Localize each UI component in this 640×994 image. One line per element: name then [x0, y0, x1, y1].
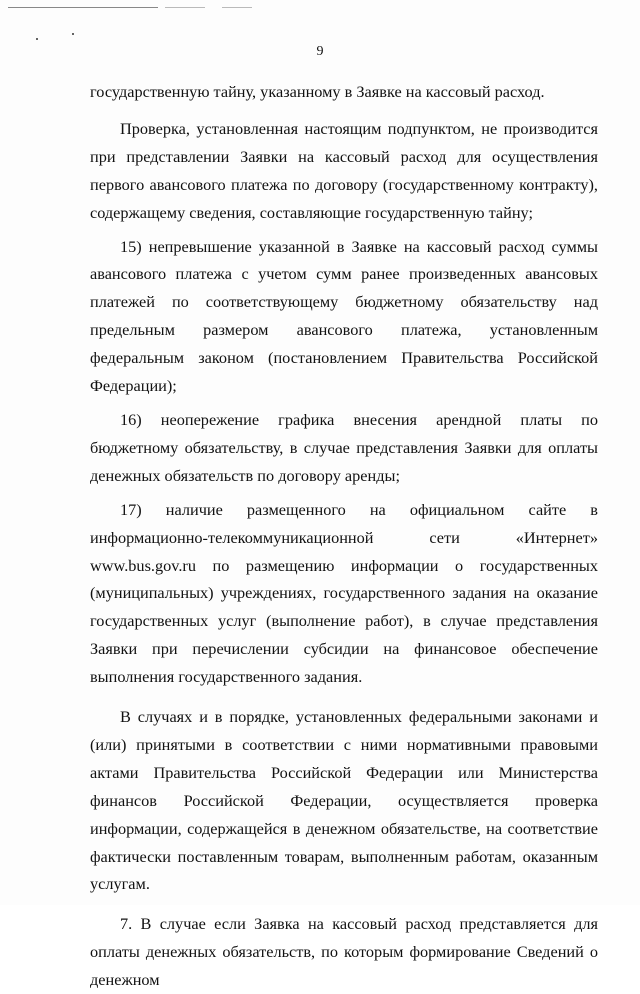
paragraph-item-16: 16) неопережение графика внесения арендной платы по бюджетному обязательству, в случае представления Заявки для оплаты денежных обязательств по договору аренды; — [90, 409, 598, 485]
paragraph-continuation: государственную тайну, указанному в Заявке на кассовый расход. — [90, 82, 545, 101]
paragraph-item-17: 17) наличие размещенного на официальном сайте в информационно-телекоммуникационной сети «Интернет» www.bus.gov.ru по размещению информации о государственных (муниципальных) учреждениях, государственного задания на оказание государственных услуг (выполнение работ), в случае представления Заявки при перечислении субсидии на финансовое обеспечение выполнения государственного задания. — [90, 499, 598, 687]
scan-artifact-line — [8, 7, 158, 8]
paragraph-cases: В случаях и в порядке, установленных федеральными законами и (или) принятыми в соответствии с ними нормативными правовыми актами Правительства Российской Федерации или Министерства финансов Российской Федерации, осуществляется проверка информации, содержащейся в денежном обязательстве, на соответствие фактически поставленным товарам, выполненным работам, оказанным услугам. — [90, 707, 598, 894]
paragraph-check-exception: Проверка, установленная настоящим подпунктом, не производится при представлении Заявки на кассовый расход для осуществления первого авансового платежа по договору (государственному контракту), содержащему сведения, составляющие государственную тайну; — [90, 118, 598, 222]
scan-artifact-line — [222, 7, 252, 8]
document-body — [90, 78, 598, 994]
page-number: 9 — [316, 44, 324, 59]
scan-speck — [72, 33, 74, 35]
scan-artifact-line — [165, 7, 205, 8]
paragraph-item-15: 15) непревышение указанной в Заявке на кассовый расход суммы авансового платежа с учетом сумм ранее произведенных авансовых платежей по соответствующему бюджетному обязательству над предельным размером авансового платежа, установленным федеральным законом (постановлением Правительства Российской Федерации); — [90, 236, 598, 396]
scan-speck — [36, 38, 38, 40]
paragraph-item-7: 7. В случае если Заявка на кассовый расход представляется для оплаты денежных обязательств, по которым формирование Сведений о денежном — [90, 914, 598, 990]
